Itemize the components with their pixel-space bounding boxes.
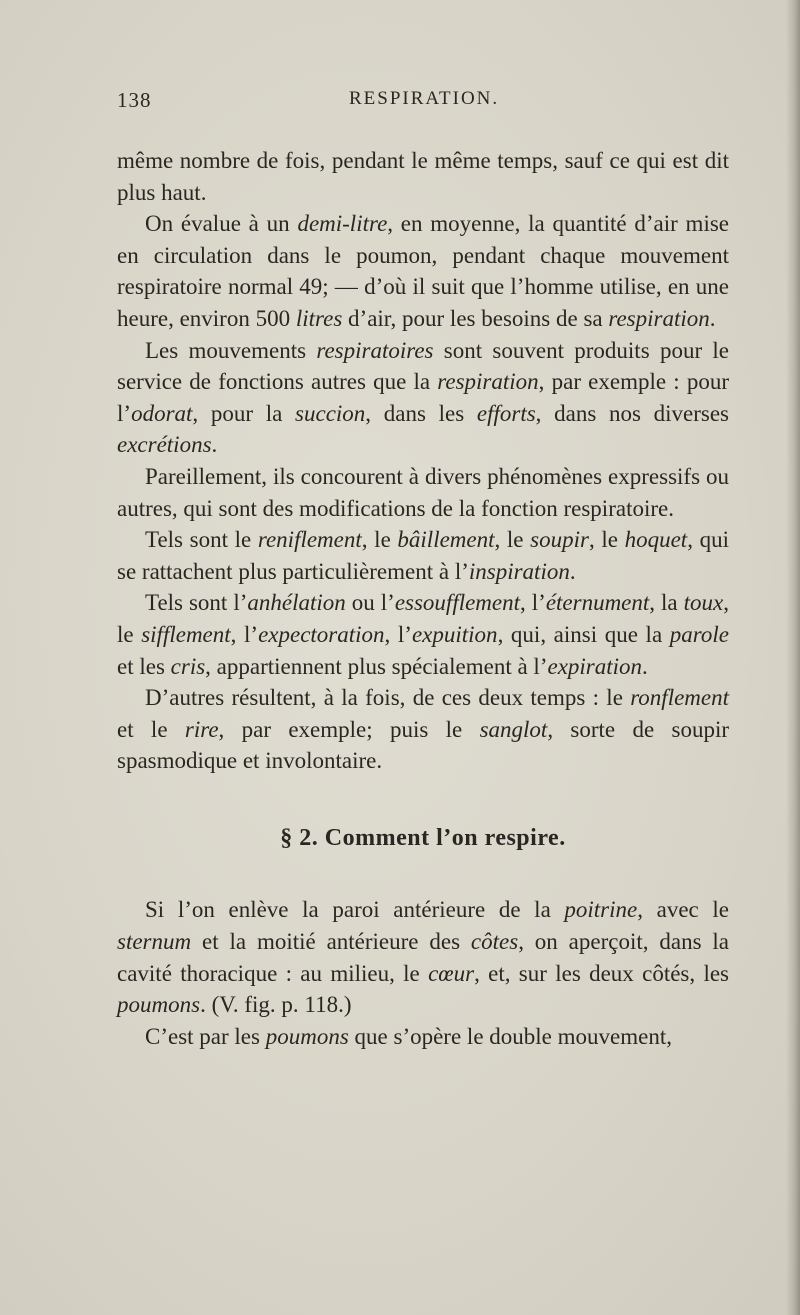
text-segment: C’est par les bbox=[145, 1023, 266, 1049]
italic-term: bâillement bbox=[397, 527, 495, 553]
italic-term: sternum bbox=[117, 929, 192, 955]
italic-term: essoufflement bbox=[394, 590, 521, 616]
italic-term: cœur bbox=[428, 960, 475, 986]
italic-term: reniflement bbox=[257, 527, 362, 553]
text-segment: , et, sur les deux côtés, les bbox=[474, 960, 729, 986]
italic-term: rire bbox=[184, 716, 219, 742]
italic-term: côtes bbox=[470, 929, 519, 955]
text-segment: Tels sont l’ bbox=[145, 590, 248, 616]
text-segment: , sorte de soupir spasmodique et involontaire. bbox=[117, 716, 729, 774]
text-segment: , le bbox=[361, 527, 398, 553]
italic-term: poumons bbox=[117, 992, 201, 1018]
italic-term: expectoration bbox=[258, 621, 385, 647]
text-segment: , dans les bbox=[365, 400, 477, 426]
italic-term: poumons bbox=[265, 1023, 349, 1049]
italic-term: expiration bbox=[547, 653, 643, 679]
text-segment: , l’ bbox=[520, 590, 546, 616]
italic-term: toux bbox=[683, 590, 724, 616]
italic-term: anhélation bbox=[247, 590, 346, 616]
text-segment: , le bbox=[588, 527, 625, 553]
text-segment: , on aperçoit, dans la cavité thoracique : au milieu, le bbox=[117, 929, 729, 986]
text-segment: . bbox=[211, 432, 218, 458]
text-segment: D’autres résultent, à la fois, de ces deux temps : le bbox=[145, 685, 631, 711]
text-segment: , la bbox=[649, 590, 684, 616]
text-segment: Tels sont le bbox=[145, 527, 258, 553]
text-segment: ou l’ bbox=[345, 590, 395, 616]
italic-term: poitrine bbox=[564, 897, 638, 923]
running-title: RESPIRATION. bbox=[349, 88, 500, 109]
text-segment: Les mouvements bbox=[145, 337, 317, 363]
text-segment: et les bbox=[117, 653, 171, 679]
text-segment: , l’ bbox=[384, 621, 412, 647]
italic-term: cris bbox=[170, 653, 206, 679]
paragraph bbox=[117, 1021, 729, 1053]
text-segment: que s’opère le double mouvement, bbox=[348, 1023, 672, 1049]
text-segment: . (V. fig. p. 118.) bbox=[200, 992, 352, 1018]
paragraph bbox=[117, 524, 729, 587]
text-segment: , dans nos diverses bbox=[535, 400, 729, 426]
italic-term: litres bbox=[295, 305, 343, 331]
italic-term: ronflement bbox=[630, 685, 729, 711]
italic-term: respiration bbox=[437, 369, 539, 395]
italic-term: éternument bbox=[545, 590, 650, 616]
page-header bbox=[117, 88, 729, 118]
text-segment: Si l’on enlève la paroi antérieure de la bbox=[145, 897, 565, 923]
text-segment: , pour la bbox=[192, 400, 296, 426]
italic-term: demi-litre bbox=[297, 211, 388, 237]
italic-term: parole bbox=[669, 621, 729, 647]
paragraph bbox=[117, 894, 729, 1020]
paragraph bbox=[117, 587, 729, 682]
text-segment: sont souvent produits pour le service de fonctions autres que la bbox=[117, 337, 729, 395]
body-text bbox=[117, 145, 729, 1052]
italic-term: inspiration bbox=[468, 558, 570, 584]
italic-term: soupir bbox=[530, 527, 589, 553]
italic-term: excrétions bbox=[117, 432, 212, 458]
section-title: § 2. Comment l’on respire. bbox=[280, 824, 566, 851]
paragraph bbox=[117, 682, 729, 777]
italic-term: respiratoires bbox=[316, 337, 434, 363]
italic-term: succion bbox=[295, 400, 366, 426]
text-segment: , en moyenne, la quantité d’air mise en circulation dans le poumon, pendant chaque mouvement respiratoire normal 49; — d’où il suit que l’homme utilise, en une heure, environ 500 bbox=[117, 211, 729, 331]
paragraph bbox=[117, 208, 729, 334]
text-segment: On évalue à un bbox=[145, 211, 298, 237]
page-number: 138 bbox=[117, 88, 152, 112]
text-segment: et le bbox=[117, 716, 185, 742]
italic-term: efforts bbox=[476, 400, 536, 426]
italic-term: sanglot bbox=[479, 716, 548, 742]
text-segment: , par exemple : pour l’ bbox=[117, 369, 729, 426]
text-segment: . bbox=[642, 653, 648, 679]
italic-term: respiration bbox=[608, 305, 710, 331]
italic-term: odorat bbox=[131, 400, 193, 426]
paragraph bbox=[117, 461, 729, 524]
text-segment: , le bbox=[494, 527, 531, 553]
text-segment: , l’ bbox=[230, 621, 259, 647]
text-segment: . bbox=[569, 558, 576, 584]
text-segment: , qui se rattachent plus particulièrement à l’ bbox=[117, 527, 729, 584]
italic-term: sifflement bbox=[141, 621, 231, 647]
paragraph bbox=[117, 145, 729, 208]
text-segment: d’air, pour les besoins de sa bbox=[342, 305, 609, 331]
text-segment: , le bbox=[117, 590, 729, 647]
text-segment: , avec le bbox=[637, 897, 729, 923]
text-segment: , appartiennent plus spécialement à l’ bbox=[205, 653, 548, 679]
italic-term: expuition bbox=[411, 621, 498, 647]
text-segment: et la moitié antérieure des bbox=[191, 929, 471, 955]
italic-term: hoquet bbox=[624, 527, 688, 553]
text-segment: , par exemple; puis le bbox=[218, 716, 480, 742]
paragraph bbox=[117, 335, 729, 461]
text-segment: même nombre de fois, pendant le même temps, sauf ce qui est dit plus haut. bbox=[117, 148, 729, 205]
text-segment: Pareillement, ils concourent à divers phénomènes expressifs ou autres, qui sont des modifications de la fonction respiratoire. bbox=[117, 463, 729, 521]
text-segment: . bbox=[709, 305, 716, 331]
page-edge-shadow bbox=[786, 0, 800, 1315]
text-segment: , qui, ainsi que la bbox=[497, 621, 670, 647]
